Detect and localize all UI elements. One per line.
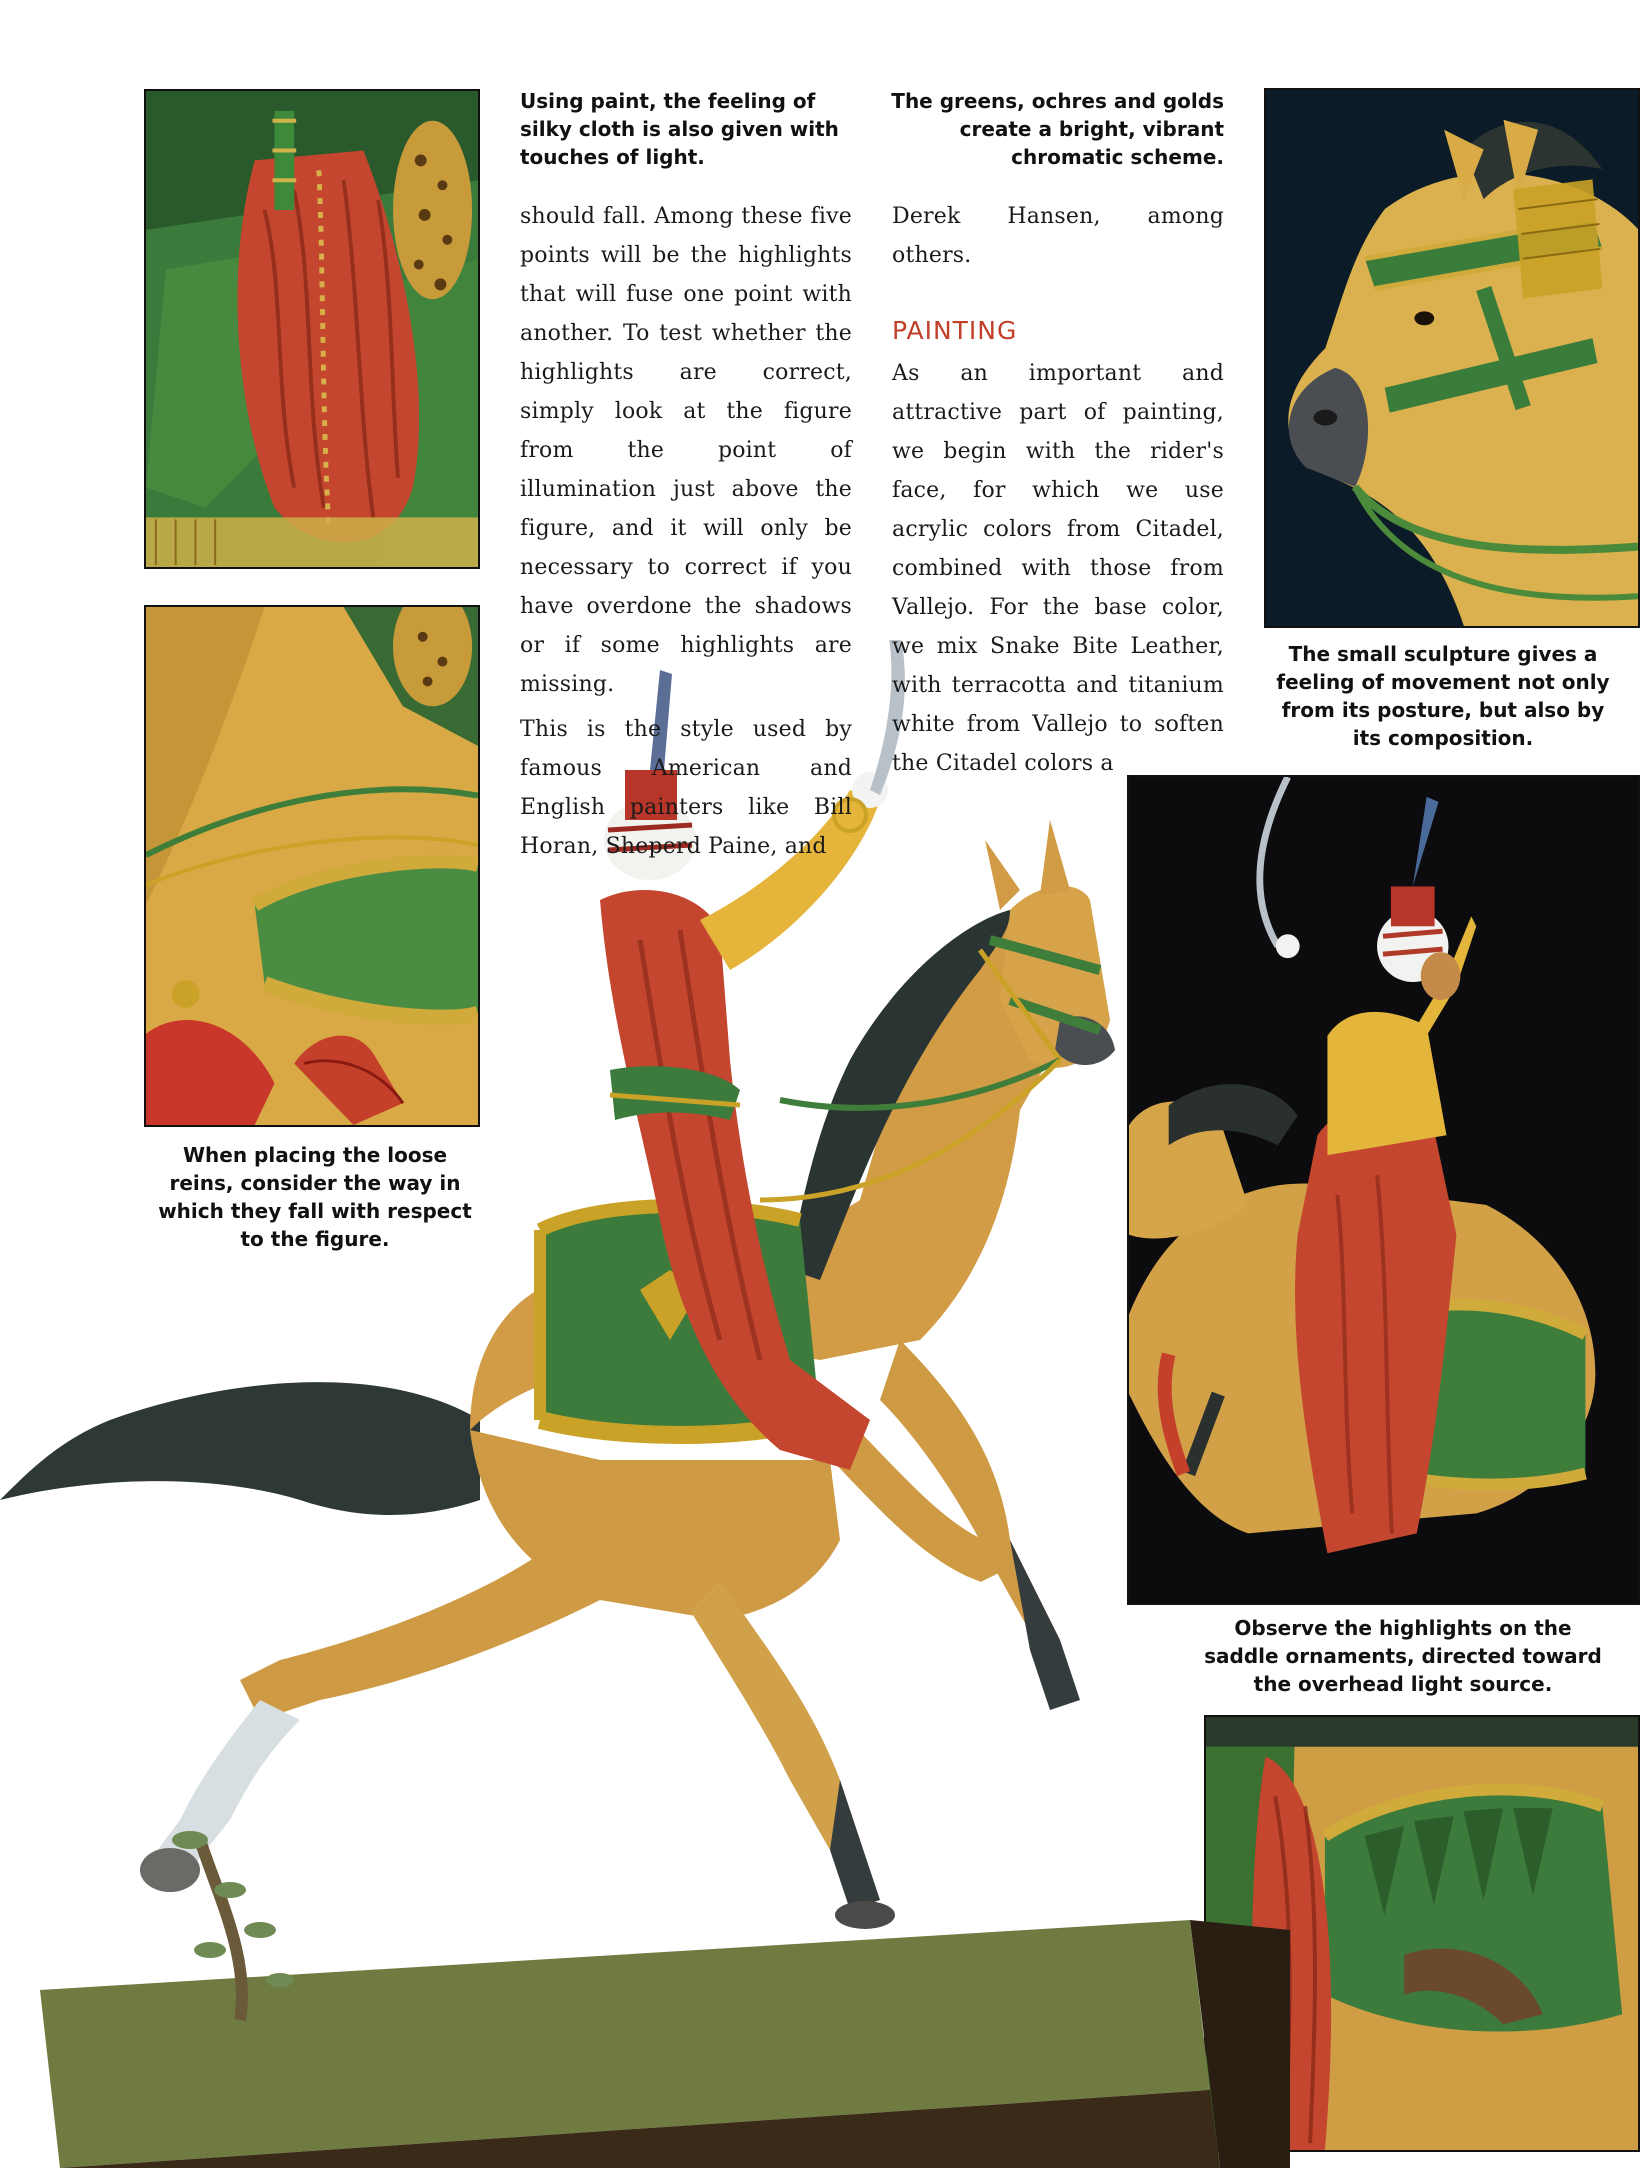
caption-greens-ochres: The greens, ochres and golds create a bright, vibrant chromatic scheme. [891, 89, 1224, 169]
caption-silky-cloth: Using paint, the feeling of silky cloth is also given with touches of light. [520, 89, 839, 169]
body-paragraph: This is the style used by famous American and English painters like Bill Horan, Sheperd Paine, and [520, 717, 852, 859]
body-paragraph: should fall. Among these five points will be the highlights that will fuse one point with another. To test whether the highlights are correct, simply look at the figure from the point of illumination just above the figure, and it will only be necessary to correct if you have overdone the shadows or if some highlights are missing. [520, 204, 852, 697]
caption-saddle-highlights: Observe the highlights on the saddle ornaments, directed toward the overhead light source. [1204, 1616, 1602, 1696]
body-column-1 [520, 197, 852, 872]
caption-small-sculpture: The small sculpture gives a feeling of movement not only from its posture, but also by its composition. [1276, 642, 1610, 750]
photo-trousers-closeup [144, 89, 480, 569]
body-paragraph: As an important and attractive part of painting, we begin with the rider's face, for which we use acrylic colors from Citadel, combined with those from Vallejo. For the base color, we mix Snake Bite Leather, with terracotta and titanium white from Vallejo to soften the Citadel colors a [892, 361, 1224, 776]
caption-loose-reins: When placing the loose reins, consider the way in which they fall with respect to the figure. [158, 1143, 472, 1251]
photo-horse-head [1264, 88, 1640, 628]
body-paragraph: Derek Hansen, among others. [892, 204, 1224, 268]
body-column-2 [892, 197, 1224, 789]
section-heading: PAINTING [892, 316, 1018, 345]
